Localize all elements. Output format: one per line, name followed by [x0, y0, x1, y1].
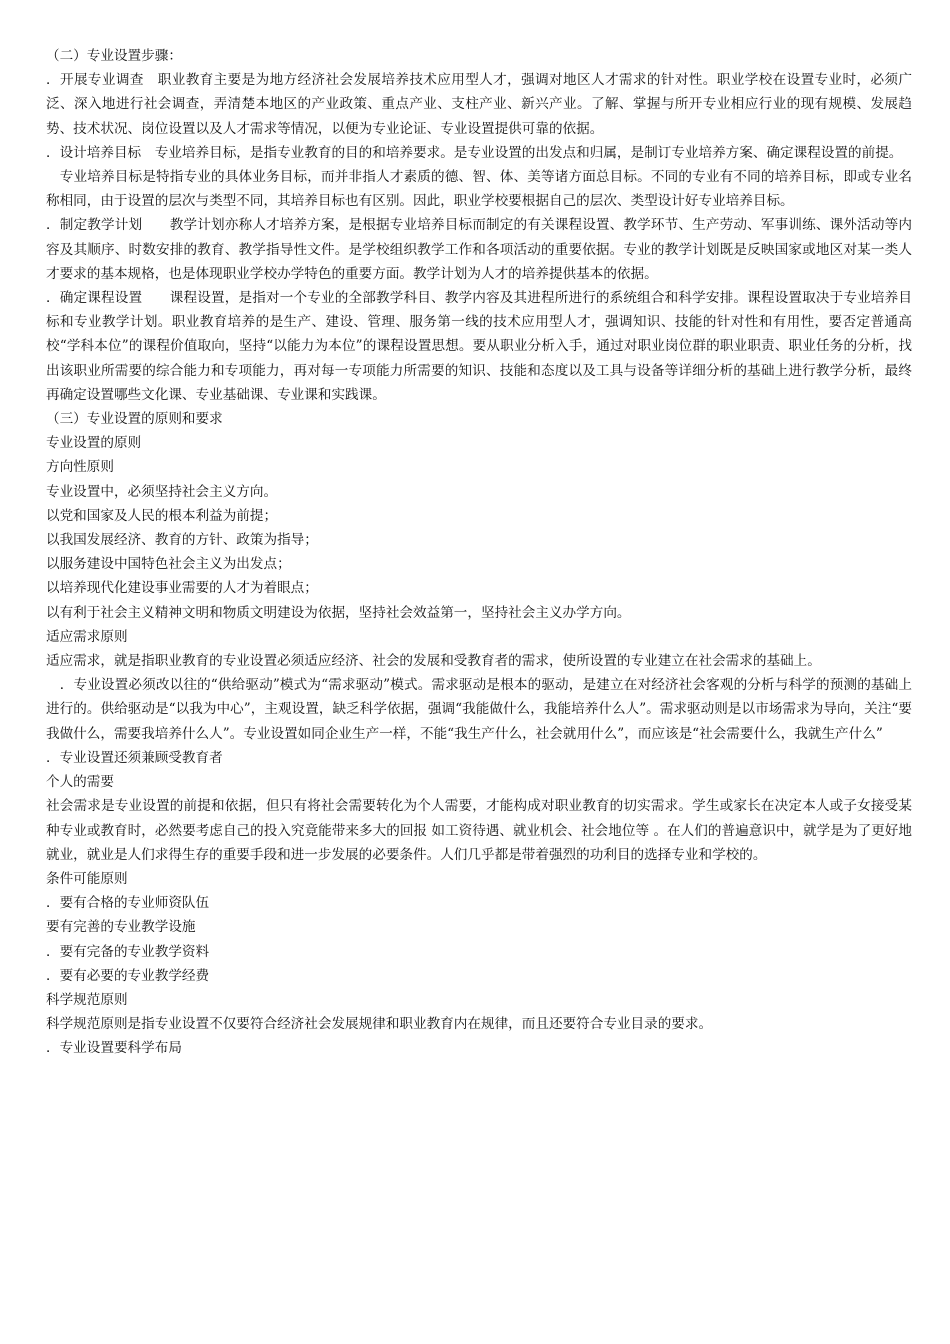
- list-item: ．要有完备的专业教学资料: [46, 943, 210, 960]
- paragraph-design-goal: ．设计培养目标 专业培养目标，是指专业教育的目的和培养要求。是专业设置的出发点和归属，是制订专业培养方案、确定课程设置的前提。: [46, 144, 903, 161]
- subheading-principles: 专业设置的原则: [46, 435, 142, 452]
- list-item: ．专业设置还须兼顾受教育者: [46, 749, 223, 766]
- list-item: 专业设置中，必须坚持社会主义方向。: [46, 483, 278, 500]
- paragraph-demand-driven: ．专业设置必须改以往的“供给驱动”模式为“需求驱动”模式。需求驱动是根本的驱动，是建立在对经济社会客观的分析与科学的预测的基础上进行的。供给驱动是“以我为中心”，主观设置，缺乏科学依据，强调“我能做什么，我能培养什么人”。需求驱动则是以市场需求为导向，关注“要我做什么，需要我培养什么人”。专业设置如同企业生产一样，不能“我生产什么，社会就用什么”，而应该是“社会需要什么，我就生产什么”: [46, 677, 912, 742]
- list-item: ．专业设置要科学布局: [46, 1040, 182, 1057]
- document-page: [46, 44, 912, 1061]
- list-item: 以有利于社会主义精神文明和物质文明建设为依据，坚持社会效益第一，坚持社会主义办学方向。: [46, 604, 631, 621]
- section-heading-steps: （二）专业设置步骤：: [46, 48, 182, 64]
- subheading-direction: 方向性原则: [46, 459, 114, 476]
- paragraph-teaching-plan: ．制定教学计划 教学计划亦称人才培养方案，是根据专业培养目标而制定的有关课程设置、教学环节、生产劳动、军事训练、课外活动等内容及其顺序、时数安排的教育、教学指导性文件。是学校组织教学工作和各项活动的重要依据。专业的教学计划既是反映国家或地区对某一类人才要求的基本规格，也是体现职业学校办学特色的重要方面。教学计划为人才的培养提供基本的依据。: [46, 217, 912, 282]
- list-item: 以培养现代化建设事业需要的人才为着眼点；: [46, 580, 318, 597]
- paragraph-curriculum: ．确定课程设置 课程设置，是指对一个专业的全部教学科目、教学内容及其进程所进行的系统组合和科学安排。课程设置取决于专业培养目标和专业教学计划。职业教育培养的是生产、建设、管理、服务第一线的技术应用型人才，强调知识、技能的针对性和有用性，要否定普通高校“学科本位”的课程价值取向，坚持“以能力为本位”的课程设置思想。要从职业分析入手，通过对职业岗位群的职业职责、职业任务的分析，找出该职业所需要的综合能力和专项能力，再对每一专项能力所需要的知识、技能和态度以及工具与设备等详细分析的基础上进行教学分析，最终再确定设置哪些文化课、专业基础课、专业课和实践课。: [46, 290, 912, 403]
- subheading-conditions: 条件可能原则: [46, 870, 128, 887]
- paragraph-survey: ．开展专业调查 职业教育主要是为地方经济社会发展培养技术应用型人才，强调对地区人才需求的针对性。职业学校在设置专业时，必须广泛、深入地进行社会调查，弄清楚本地区的产业政策、重点产业、支柱产业、新兴产业。了解、掌握与所开专业相应行业的现有规模、发展趋势、技术状况、岗位设置以及人才需求等情况，以便为专业论证、专业设置提供可靠的依据。: [46, 72, 912, 137]
- list-item: 以党和国家及人民的根本利益为前提；: [46, 507, 278, 524]
- paragraph-goal-detail: 专业培养目标是特指专业的具体业务目标，而并非指人才素质的德、智、体、美等诸方面总目标。不同的专业有不同的培养目标，即或专业名称相同，由于设置的层次与类型不同，其培养目标也有区别。因此，职业学校要根据自己的层次、类型设计好专业培养目标。: [46, 169, 912, 210]
- list-item: 以服务建设中国特色社会主义为出发点；: [46, 556, 291, 573]
- subheading-personal-needs: 个人的需要: [46, 774, 114, 791]
- paragraph-personal-needs: 社会需求是专业设置的前提和依据，但只有将社会需要转化为个人需要，才能构成对职业教育的切实需求。学生或家长在决定本人或子女接受某种专业或教育时，必然要考虑自己的投入究竟能带来多大的回报 如工资待遇、就业机会、社会地位等 。在人们的普遍意识中，就学是为了更好地就业，就业是人们求得生存的重要手段和进一步发展的必要条件。人们几乎都是带着强烈的功利目的选择专业和学校的。: [46, 798, 912, 863]
- list-item: ．要有合格的专业师资队伍: [46, 895, 210, 912]
- paragraph-scientific: 科学规范原则是指专业设置不仅要符合经济社会发展规律和职业教育内在规律，而且还要符合专业目录的要求。: [46, 1016, 713, 1033]
- section-heading-principles: （三）专业设置的原则和要求: [46, 411, 223, 428]
- subheading-demand: 适应需求原则: [46, 628, 128, 645]
- list-item: 要有完善的专业教学设施: [46, 919, 196, 936]
- list-item: 以我国发展经济、教育的方针、政策为指导；: [46, 532, 318, 549]
- list-item: ．要有必要的专业教学经费: [46, 967, 210, 984]
- paragraph-demand: 适应需求，就是指职业教育的专业设置必须适应经济、社会的发展和受教育者的需求，使所设置的专业建立在社会需求的基础上。: [46, 653, 821, 670]
- subheading-scientific: 科学规范原则: [46, 991, 128, 1008]
